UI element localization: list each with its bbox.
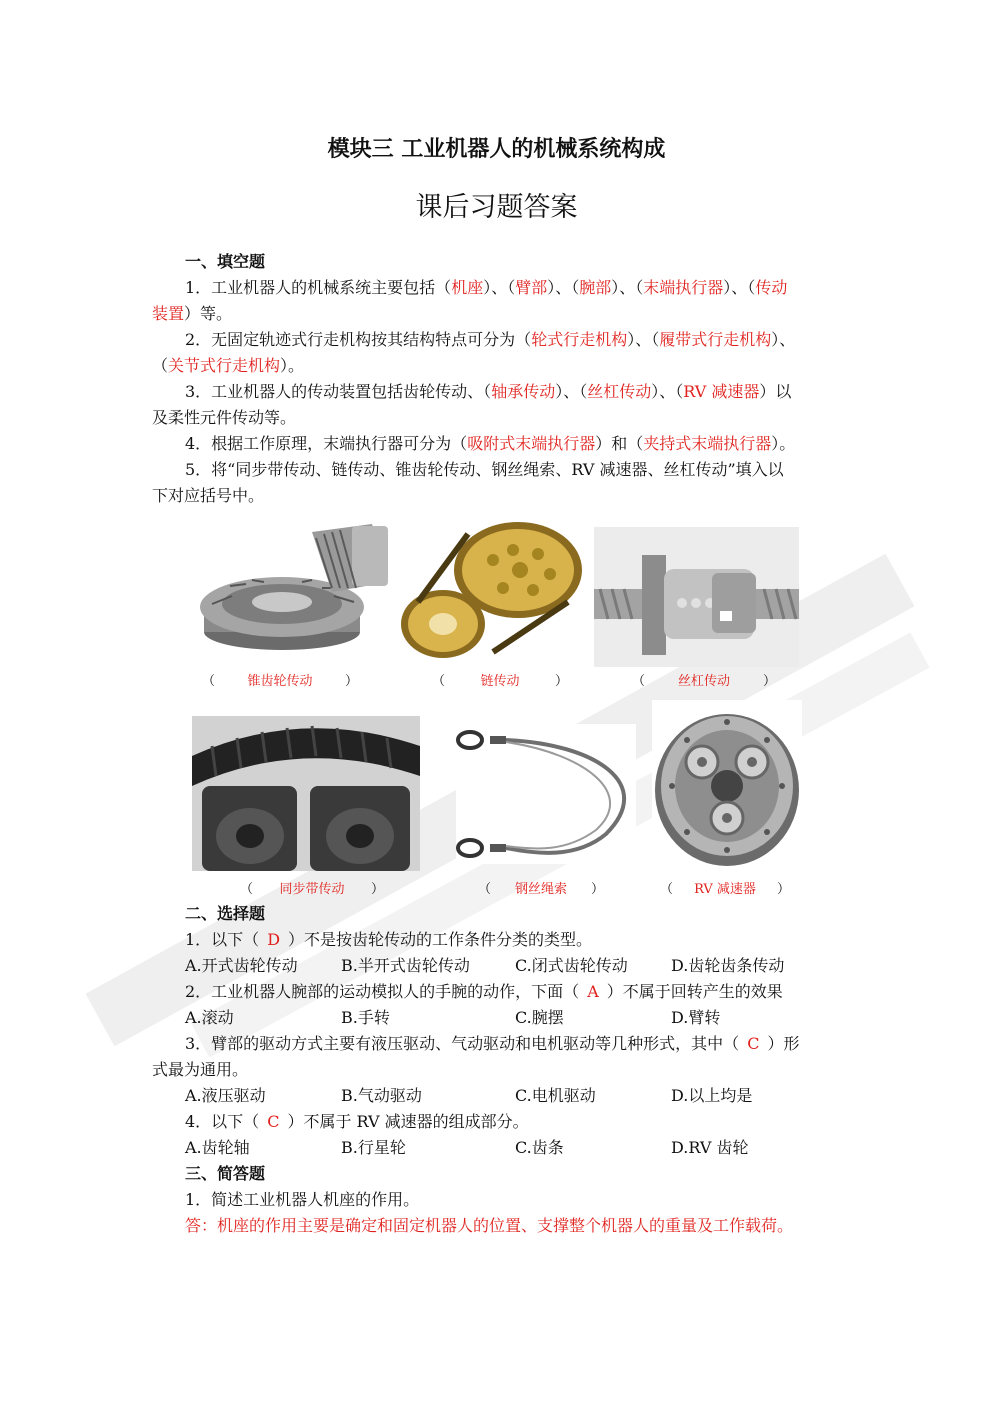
choice-section — [152, 901, 844, 1239]
caption-5: （ 钢丝绳索 ） — [478, 882, 605, 897]
caption-4: （ 同步带传动 ） — [240, 882, 385, 897]
caption-6: （ RV 减速器 ） — [660, 882, 791, 897]
short-question-1: 1．简述工业机器人机座的作用。 — [185, 1190, 420, 1209]
short-answer-1: 答：机座的作用主要是确定和固定机器人的位置、支撑整个机器人的重量及工作载荷。 — [185, 1216, 794, 1235]
choice-question-4: 4．以下（ C ）不属于 RV 减速器的组成部分。 — [185, 1112, 529, 1131]
caption-1: （ 锥齿轮传动 ） — [202, 674, 359, 689]
section-heading-short: 三、简答题 — [185, 1164, 266, 1183]
chain-sprocket-image — [398, 512, 588, 667]
ball-screw-image — [594, 527, 799, 667]
bevel-gear-image — [192, 512, 390, 667]
fill-section — [152, 249, 844, 509]
fill-question-4: 4．根据工作原理，末端执行器可分为（吸附式末端执行器）和（夹持式末端执行器）。 — [185, 434, 796, 453]
document-title: 课后习题答案 — [415, 192, 578, 223]
module-title: 模块三 工业机器人的机械系统构成 — [327, 137, 666, 162]
section-heading-fill: 一、填空题 — [185, 252, 266, 271]
choice-options-2: A.滚动 B.手转 C.腕摆 D.臂转 — [185, 1008, 721, 1027]
fill-question-2: 2．无固定轨迹式行走机构按其结构特点可分为（轮式行走机构）、（履带式行走机构）、 （关节式行走机构）。 — [152, 330, 796, 375]
choice-options-4: A.齿轮轴 B.行星轮 C.齿条 D.RV 齿轮 — [185, 1138, 749, 1157]
wire-rope-image — [456, 724, 636, 864]
fill-question-1: 1．工业机器人的机械系统主要包括（机座）、（臂部）、（腕部）、（末端执行器）、（传动 装置）等。 — [152, 278, 788, 323]
choice-question-2: 2．工业机器人腕部的运动模拟人的手腕的动作，下面（ A ）不属于回转产生的效果 — [185, 982, 783, 1001]
rv-reducer-image — [652, 700, 802, 868]
fill-question-3: 3．工业机器人的传动装置包括齿轮传动、（轴承传动）、（丝杠传动）、（RV 减速器）以 及柔性元件传动等。 — [152, 382, 792, 427]
choice-question-3: 3．臂部的驱动方式主要有液压驱动、气动驱动和电机驱动等几种形式，其中（ C ）形 式最为通用。 — [152, 1034, 800, 1079]
choice-options-3: A.液压驱动 B.气动驱动 C.电机驱动 D.以上均是 — [185, 1086, 753, 1105]
caption-3: （ 丝杠传动 ） — [632, 674, 777, 689]
fill-question-5: 5．将“同步带传动、链传动、锥齿轮传动、钢丝绳索、RV 减速器、丝杠传动”填入以 下对应括号中。 — [152, 460, 784, 505]
timing-belt-image — [192, 716, 420, 871]
caption-2: （ 链传动 ） — [432, 674, 569, 689]
choice-question-1: 1．以下（ D ）不是按齿轮传动的工作条件分类的类型。 — [185, 930, 593, 949]
section-heading-choice: 二、选择题 — [185, 904, 266, 923]
choice-options-1: A.开式齿轮传动 B.半开式齿轮传动 C.闭式齿轮传动 D.齿轮齿条传动 — [185, 956, 785, 975]
